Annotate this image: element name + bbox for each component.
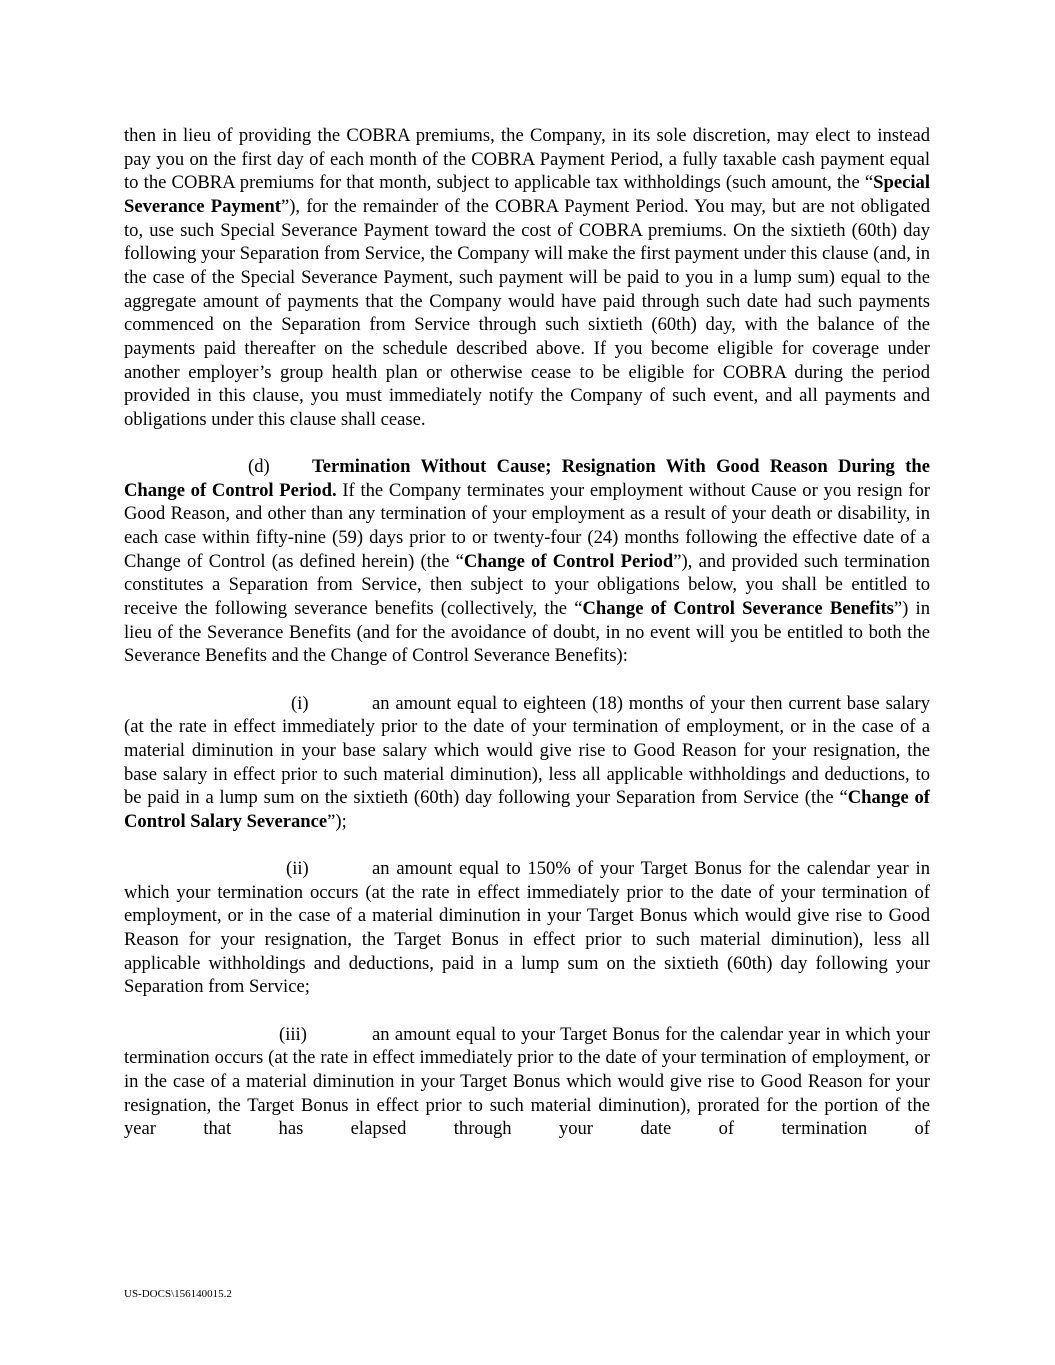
- term-special-severance-payment: Special Severance Payment: [124, 172, 930, 217]
- section-d-label: (d): [248, 456, 270, 478]
- term-change-of-control-period: Change of Control Period: [463, 550, 674, 572]
- item-i-paragraph: (i) an amount equal to eighteen (18) months of your then current base salary (at the rate in effect immediately prior to the date of your termination of employment, or in the case of a material diminution in your base salary which would give rise to Good Reason for your resignation, the base salary in effect prior to such material diminution), less all applicable withholdings and deductions, to be paid in a lump sum on the sixtieth (60th) day following your Separation from Service (the “Change of Control Salary Severance”);: [124, 692, 930, 832]
- item-ii-label: (ii): [286, 858, 309, 880]
- section-d-heading: Termination Without Cause; Resignation With Good Reason During the Change of Control Period.: [124, 456, 930, 501]
- document-footer-id: US-DOCS\156140015.2: [124, 1288, 232, 1300]
- item-i-label: (i): [291, 692, 309, 714]
- item-ii-paragraph: (ii) an amount equal to 150% of your Target Bonus for the calendar year in which your termination occurs (at the rate in effect immediately prior to the date of your termination of employment, or in the case of a material diminution in your Target Bonus which would give rise to Good Reason for your resignation, the Target Bonus in effect prior to such material diminution), less all applicable withholdings and deductions, paid in a lump sum on the sixtieth (60th) day following your Separation from Service;: [124, 858, 930, 998]
- section-d-paragraph: (d) Termination Without Cause; Resignation With Good Reason During the Change of Control Period. If the Company terminates your employment without Cause or you resign for Good Reason, and other than any termination of your employment as a result of your death or disability, in each case within fifty-nine (59) days prior to or twenty-four (24) months following the effective date of a Change of Control (as defined herein) (the “Change of Control Period”), and provided such termination constitutes a Separation from Service, then subject to your obligations below, you shall be entitled to receive the following severance benefits (collectively, the “Change of Control Severance Benefits”) in lieu of the Severance Benefits (and for the avoidance of doubt, in no event will you be entitled to both the Severance Benefits and the Change of Control Severance Benefits):: [124, 456, 931, 667]
- item-iii-label: (iii): [279, 1023, 307, 1045]
- term-change-of-control-severance-benefits: Change of Control Severance Benefits: [582, 598, 894, 620]
- document-page: [124, 124, 930, 1165]
- term-change-of-control-salary-severance: Change of Control Salary Severance: [124, 787, 930, 832]
- item-iii-paragraph: (iii) an amount equal to your Target Bonus for the calendar year in which your termination occurs (at the rate in effect immediately prior to the date of your termination of employment, or in the case of a material diminution in your Target Bonus which would give rise to Good Reason for your resignation, the Target Bonus in effect prior to such material diminution), prorated for the portion of the year that has elapsed through your date of termination of: [124, 1023, 930, 1140]
- cobra-paragraph: then in lieu of providing the COBRA premiums, the Company, in its sole discretion, may elect to instead pay you on the first day of each month of the COBRA Payment Period, a fully taxable cash payment equal to the COBRA premiums for that month, subject to applicable tax withholdings (such amount, the “Special Severance Payment”), for the remainder of the COBRA Payment Period. You may, but are not obligated to, use such Special Severance Payment toward the cost of COBRA premiums. On the sixtieth (60th) day following your Separation from Service, the Company will make the first payment under this clause (and, in the case of the Special Severance Payment, such payment will be paid to you in a lump sum) equal to the aggregate amount of payments that the Company would have paid through such date had such payments commenced on the Separation from Service through such sixtieth (60th) day, with the balance of the payments paid thereafter on the schedule described above. If you become eligible for coverage under another employer’s group health plan or otherwise cease to be eligible for COBRA during the period provided in this clause, you must immediately notify the Company of such event, and all payments and obligations under this clause shall cease.: [124, 125, 930, 430]
